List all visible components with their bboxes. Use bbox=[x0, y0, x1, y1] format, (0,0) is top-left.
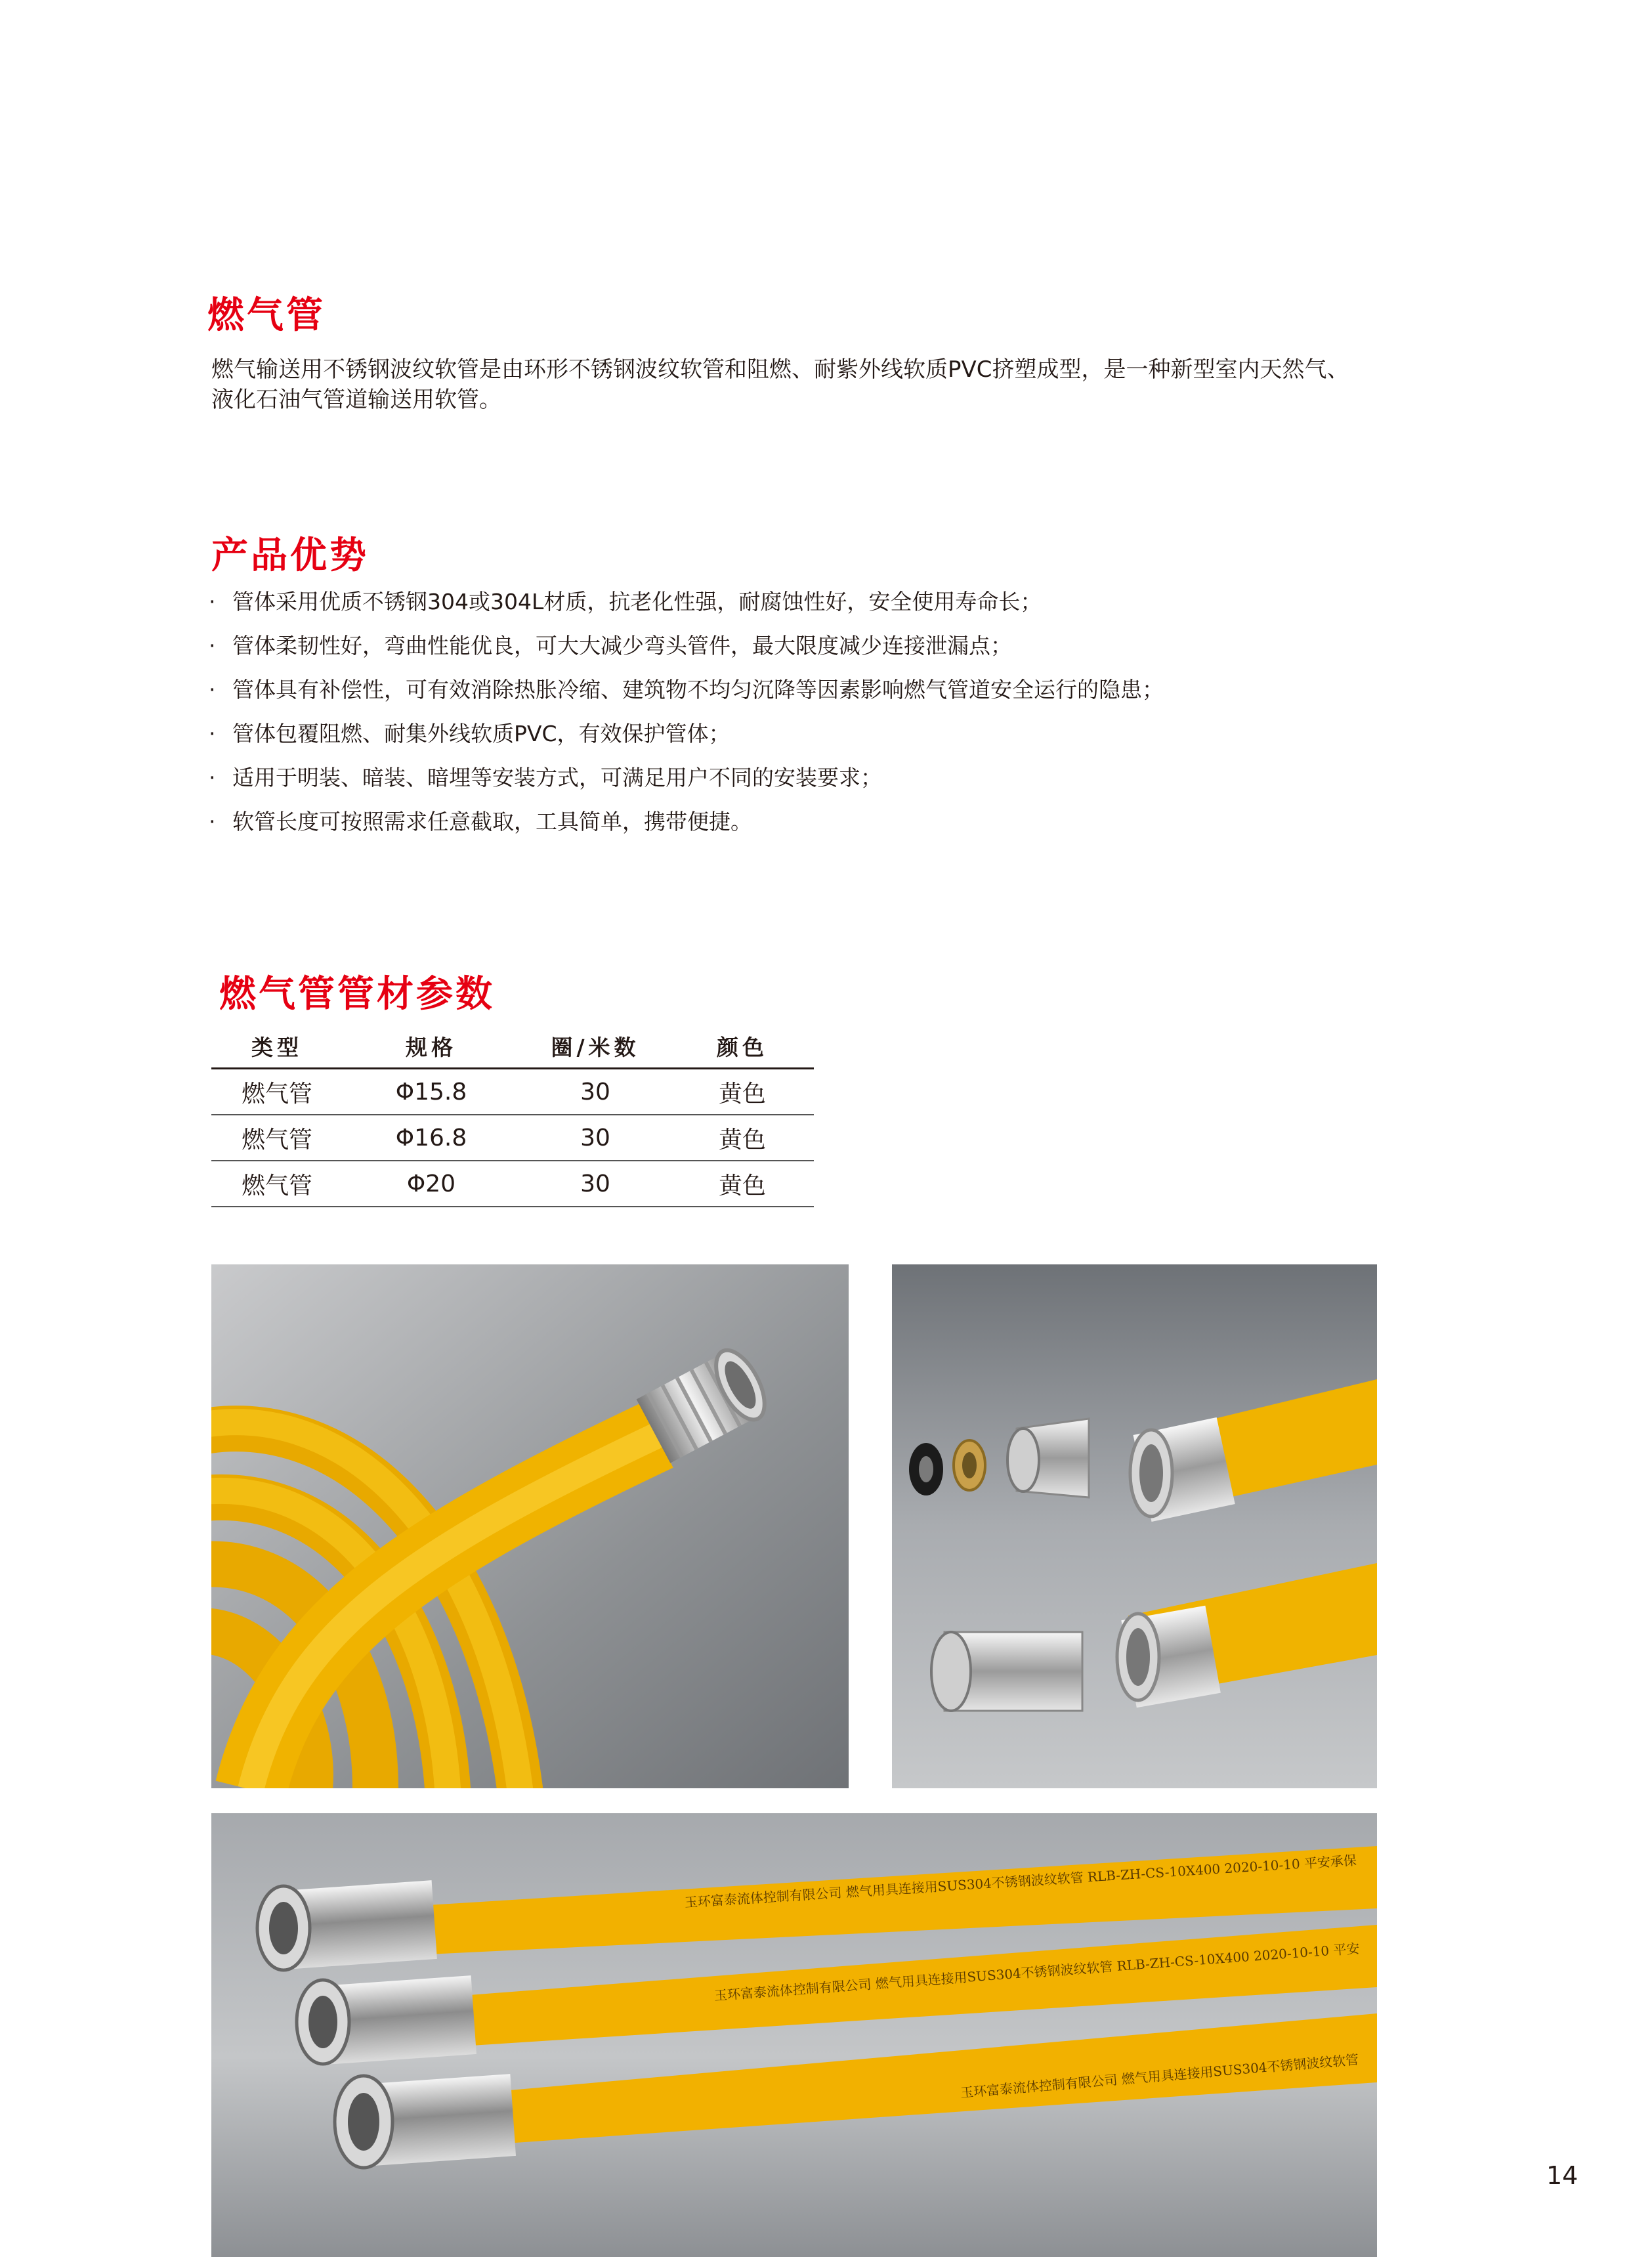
section-title-gas-pipe: 燃气管 bbox=[207, 294, 326, 337]
hose-print-3: 玉环富泰流体控制有限公司 燃气用具连接用SUS304不锈钢波纹软管 bbox=[960, 2052, 1360, 2101]
header-turns: 圈/米数 bbox=[551, 1034, 640, 1060]
header-spec: 规格 bbox=[406, 1034, 457, 1060]
section-title-parameters: 燃气管管材参数 bbox=[219, 973, 495, 1016]
header-type: 类型 bbox=[251, 1034, 303, 1060]
list-item: · 管体具有补偿性，可有效消除热胀冷缩、建筑物不均匀沉降等因素影响燃气管道安全运行的隐患； bbox=[209, 677, 1164, 702]
photo-fittings bbox=[892, 1264, 1377, 1788]
parameters-table bbox=[211, 1024, 814, 1207]
table-header-row bbox=[211, 1024, 814, 1069]
table-row: 燃气管 Φ20 30 黄色 bbox=[211, 1161, 814, 1207]
hose-print-2: 玉环富泰流体控制有限公司 燃气用具连接用SUS304不锈钢波纹软管 RLB-ZH-CS-10X400 2020-10-10 平安 bbox=[713, 1940, 1361, 2004]
hose-print-1: 玉环富泰流体控制有限公司 燃气用具连接用SUS304不锈钢波纹软管 RLB-ZH-CS-10X400 2020-10-10 平安承保 bbox=[684, 1852, 1357, 1910]
advantages-list bbox=[209, 587, 1164, 851]
photo-printed-hoses bbox=[211, 1813, 1377, 2257]
list-item: · 适用于明装、暗装、暗埋等安装方式，可满足用户不同的安装要求； bbox=[209, 765, 882, 790]
list-item: · 管体包覆阻燃、耐集外线软质PVC，有效保护管体； bbox=[209, 721, 731, 746]
hoses-illustration bbox=[211, 1813, 1377, 2257]
photo-coiled-hose bbox=[211, 1264, 849, 1788]
list-item: · 管体柔韧性好，弯曲性能优良，可大大减少弯头管件，最大限度减少连接泄漏点； bbox=[209, 633, 1012, 658]
intro-paragraph: 燃气输送用不锈钢波纹软管是由环形不锈钢波纹软管和阻燃、耐紫外线软质PVC挤塑成型，是一种新型室内天然气、液化石油气管道输送用软管。 bbox=[211, 356, 1349, 413]
header-color: 颜色 bbox=[717, 1034, 768, 1060]
list-item: · 软管长度可按照需求任意截取，工具简单，携带便捷。 bbox=[209, 809, 752, 834]
table-row: 燃气管 Φ16.8 30 黄色 bbox=[211, 1115, 814, 1161]
list-item: · 管体采用优质不锈钢304或304L材质，抗老化性强，耐腐蚀性好，安全使用寿命长； bbox=[209, 589, 1042, 614]
section-title-advantages: 产品优势 bbox=[211, 534, 369, 577]
table-row: 燃气管 Φ15.8 30 黄色 bbox=[211, 1069, 814, 1115]
page-number: 14 bbox=[1546, 2161, 1578, 2190]
